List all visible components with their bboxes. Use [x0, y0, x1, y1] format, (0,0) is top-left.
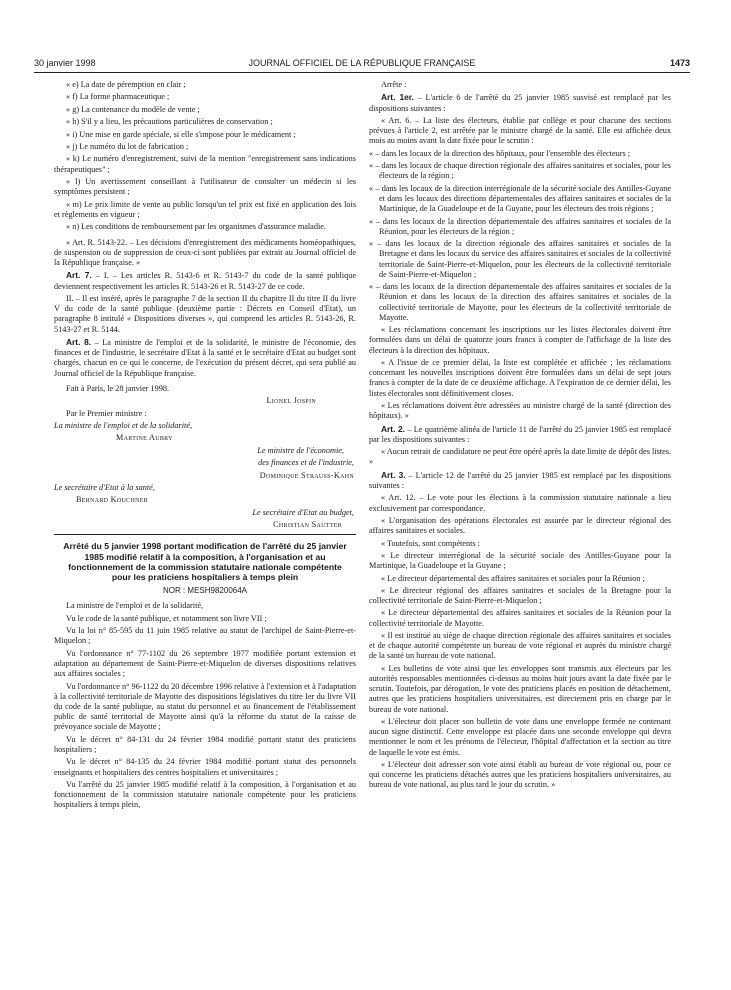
header-page-number: 1473: [669, 58, 690, 68]
visa-item: La ministre de l'emploi et de la solidarité,: [66, 601, 204, 611]
paragraph: « Le directeur départemental des affaires sanitaires et sociales de la Réunion pour la collectivité territoriale de Mayotte.: [369, 608, 671, 628]
article-2-quote: « Aucun retrait de candidature ne peut être opéré après la date limite de dépôt des listes. »: [369, 447, 671, 467]
right-column: [369, 80, 671, 793]
article-7-paragraph-2: II. – Il est inséré, après le paragraphe 7 de la section II du chapitre II du titre II du livre V du code de la santé publique (deuxième partie : Décrets en Conseil d'Etat), un paragraphe 8 intitulé « Dispositions diverses », qui comprend les articles R. 5143-26, R. 5143-27 et R. 5144.: [54, 293, 356, 334]
signature-prime-minister: Lionel Jospin: [266, 396, 316, 406]
visa-item: Vu le code de la santé publique, et notamment son livre VII ;: [66, 613, 267, 623]
list-item: « m) Le prix limite de vente au public lorsqu'un tel prix est fixé en application des lois et règlements en vigueur ;: [54, 199, 356, 219]
list-item: « – dans les locaux de la direction départementale des affaires sanitaires et sociales de la Réunion et dans les locaux de la direction des affaires sanitaires et sociales de la collectivité territoriale de Mayotte, pour les électeurs de la collectivité territoriale de Mayotte.: [369, 282, 671, 322]
list-item: « k) Le numéro d'enregistrement, suivi de la mention "enregistrement sans indications thérapeutiques" ;: [54, 154, 356, 174]
article-7-text: – I. – Les articles R. 5143-6 et R. 5143-7 du code de la santé publique deviennent respectivement les articles R. 5143-26 et R. 5143-27 de ce code.: [54, 271, 357, 291]
list-item: « i) Une mise en garde spéciale, si elle s'impose pour le médicament ;: [66, 129, 296, 139]
arrete-title: Arrêté du 5 janvier 1998 portant modification de l'arrêté du 25 janvier 1985 modifié relatif à la composition, à l'organisation et au fonctionnement de la commission statutaire nationale compétente pour les praticiens hospitaliers à temps plein: [63, 541, 347, 583]
article-3-text: – L'article 12 de l'arrêté du 25 janvier 1985 est remplacé par les dispositions suivantes :: [369, 470, 671, 490]
minister-1-name: Martine Aubry: [116, 433, 173, 443]
list-item: « j) Le numéro du lot de fabrication ;: [66, 141, 189, 151]
paragraph: « L'organisation des opérations électorales est assurée par le directeur régional des affaires sanitaires et sociales.: [369, 515, 671, 536]
paragraph: « Le directeur départemental des affaires sanitaires et sociales pour la Réunion ;: [381, 573, 645, 583]
header-rule: [34, 72, 690, 73]
article-1-label: Art. 1er.: [381, 92, 414, 103]
visa-item: Vu la loi n° 85-595 du 11 juin 1985 relative au statut de l'archipel de Saint-Pierre-et-Miquelon ;: [54, 626, 356, 646]
minister-1-title: La ministre de l'emploi et de la solidarité,: [54, 421, 193, 431]
minister-3-title: Le secrétaire d'Etat à la santé,: [54, 483, 155, 493]
nor-reference: NOR : MESH9820064A: [162, 586, 248, 596]
header-journal-title: JOURNAL OFFICIEL DE LA RÉPUBLIQUE FRANÇAISE: [248, 58, 476, 68]
page-header: [34, 58, 690, 72]
paragraph: « L'électeur doit adresser son vote ainsi établi au bureau de vote régional ou, pour ce qui concerne les praticiens détachés autres que les praticiens hospitaliers universitaires, au bureau de vote national, au plus tard le jour du scrutin. »: [369, 760, 671, 790]
list-item: « – dans les locaux de chaque direction régionale des affaires sanitaires et sociales, pour les électeurs de la région ;: [369, 161, 671, 181]
article-r5143-22: « Art. R. 5143-22. – Les décisions d'enregistrement des médicaments homéopathiques, de suspension ou de suppression de ceux-ci sont publiées par extrait au Journal officiel de la République française. »: [54, 237, 356, 267]
paragraph: « Art. 12. – Le vote pour les élections à la commission statutaire nationale a lieu exclusivement par correspondance.: [369, 493, 671, 513]
paragraph: « Les réclamations doivent être adressées au ministre chargé de la santé (direction des hôpitaux). »: [369, 400, 671, 421]
article-6-text: « Art. 6. – La liste des électeurs, établie par collège et pour chacune des sections prévues à l'article 2, est arrêtée par le ministre chargé de la santé. Elle est affichée deux mois au moins avant la date fixée pour le scrutin :: [369, 115, 671, 146]
header-date: 30 janvier 1998: [34, 58, 96, 68]
paragraph: « Le directeur régional des affaires sanitaires et sociales de la Bretagne pour la collectivité territoriale de Saint-Pierre-et-Miquelon ;: [369, 585, 671, 606]
article-7-label: Art. 7.: [66, 270, 92, 281]
paragraph: « Les réclamations concernant les inscriptions sur les listes électorales doivent être formulées dans un délai de quatorze jours francs à compter de l'affichage de la liste des électeurs à la direction des hôpitaux.: [369, 325, 671, 355]
minister-2-name: Dominique Strauss-Kahn: [259, 470, 354, 480]
visa-item: Vu l'ordonnance n° 77-1102 du 26 septembre 1977 modifiée portant extension et adaptation au département de Saint-Pierre-et-Miquelon de diverses dispositions relatives aux affaires sociales ;: [54, 648, 356, 679]
paragraph: « Le directeur interrégional de la sécurité sociale des Antilles-Guyane pour la Martinique, la Guadeloupe et la Guyane ;: [369, 550, 671, 571]
visa-item: Vu le décret n° 84-131 du 24 février 1984 modifié portant statut des praticiens hospitaliers ;: [54, 734, 356, 754]
visa-item: Vu l'ordonnance n° 96-1122 du 20 décembre 1996 relative à l'extension et à l'adaptation à la collectivité territoriale de Mayotte des dispositions législatives du titre Ier du livre VII du code de la santé publique, au statut du personnel et au financement de l'établissement public de santé territorial de Mayotte ainsi qu'à la réforme du statut de la caisse de prévoyance sociale de Mayotte ;: [54, 681, 356, 732]
minister-4-title: Le secrétaire d'Etat au budget,: [252, 507, 354, 517]
left-items-list: [54, 80, 356, 232]
arrete-heading: Arrête :: [381, 80, 407, 89]
paragraph: « L'électeur doit placer son bulletin de vote dans une enveloppe fermée ne contenant aucun signe distinctif. Cette enveloppe est placée dans une seconde enveloppe qui devra mentionner le nom et les prénoms de l'électeur, l'hôpital d'affectation et la section au titre de laquelle le vote est émis.: [369, 717, 671, 757]
left-column: [54, 80, 356, 813]
minister-4-name: Christian Sautter: [273, 520, 342, 530]
paragraph: « A l'issue de ce premier délai, la liste est complétée et affichée ; les réclamations concernant les nouvelles inscriptions doivent être formulées dans un délai de sept jours francs à compter de la date de ce deuxième affichage. A l'expiration de ce dernier délai, les listes électorales sont définitivement closes.: [369, 357, 671, 398]
visa-item: Vu le décret n° 84-135 du 24 février 1984 modifié portant statut des personnels enseignants et hospitaliers des centres hospitaliers et universitaires ;: [54, 757, 356, 777]
minister-3-name: Bernard Kouchner: [76, 495, 148, 505]
section-separator: [54, 534, 356, 535]
done-at-paris: Fait à Paris, le 28 janvier 1998.: [66, 383, 170, 393]
list-item: « g) La contenance du modèle de vente ;: [66, 104, 200, 114]
list-item: « h) S'il y a lieu, les précautions particulières de conservation ;: [66, 117, 273, 127]
paragraph: « Toutefois, sont compétents :: [381, 538, 480, 548]
list-item: « – dans les locaux de la direction interrégionale de la sécurité sociale des Antilles-Guyane et dans les locaux des directions départementales des affaires sanitaires et sociales de la Martinique, de la Guadeloupe et de la Guyane, pour les électeurs des trois régions ;: [369, 183, 671, 214]
article-3-label: Art. 3.: [381, 469, 406, 480]
article-8-text: – La ministre de l'emploi et de la solidarité, le ministre de l'économie, des finances et de l'industrie, le secrétaire d'Etat à la santé et le secrétaire d'Etat au budget sont chargés, chacun en ce qui le concerne, de l'exécution du présent décret, qui sera publié au Journal officiel de la République française.: [54, 337, 356, 378]
visas-list: [54, 601, 356, 810]
posting-locations-list: [369, 149, 671, 323]
minister-2-title-a: Le ministre de l'économie,: [257, 445, 344, 455]
list-item: « f) La forme pharmaceutique ;: [66, 92, 170, 102]
list-item: « – dans les locaux de la direction des hôpitaux, pour l'ensemble des électeurs ;: [369, 148, 631, 158]
by-prime-minister: Par le Premier ministre :: [66, 408, 147, 418]
list-item: « n) Les conditions de remboursement par les organismes d'assurance maladie.: [66, 222, 326, 232]
list-item: « – dans les locaux de la direction régionale des affaires sanitaires et sociales de la Bretagne et dans les locaux du service des affaires sanitaires et sociales de la collectivité territoriale de Saint-Pierre-et-Miquelon, pour les électeurs de la collectivité territoriale de Saint-Pierre-et-Miquelon ;: [369, 239, 671, 279]
list-item: « – dans les locaux de la direction départementale des affaires sanitaires et sociales de la Réunion, pour les électeurs de la région ;: [369, 216, 671, 236]
article-2-text: – Le quatrième alinéa de l'article 11 de l'arrêté du 25 janvier 1985 est remplacé par les dispositions suivantes :: [369, 424, 672, 444]
list-item: « e) La date de péremption en clair ;: [66, 80, 186, 89]
paragraph: « Les bulletins de vote ainsi que les enveloppes sont transmis aux électeurs par les autorités responsables mentionnées ci-dessus au moins huit jours avant la date fixée par le scrutin. Toutefois, par dérogation, le vote des praticiens placés en position de détachement, autres que les praticiens hospitaliers universitaires, est directement pris en charge par le bureau de vote national.: [369, 663, 671, 714]
list-item: « l) Un avertissement conseillant à l'utilisateur de consulter un médecin si les symptômes persistent ;: [54, 176, 356, 197]
article-1-text: – L'article 6 de l'arrêté du 25 janvier 1985 susvisé est remplacé par les dispositions suivantes :: [369, 93, 672, 113]
article-8-label: Art. 8.: [66, 336, 92, 347]
visa-item: Vu l'arrêté du 25 janvier 1985 modifié relatif à la composition, à l'organisation et au fonctionnement de la commission statutaire nationale compétente pour les praticiens hospitaliers à temps plein,: [54, 779, 356, 810]
minister-2-title-b: des finances et de l'industrie,: [258, 458, 354, 468]
paragraph: « Il est institué au siège de chaque direction régionale des affaires sanitaires et sociales et de chaque autorité compétente un bureau de vote régional et auprès du ministre chargé de la santé un bureau de vote national.: [369, 631, 671, 661]
article-2-label: Art. 2.: [381, 423, 405, 434]
